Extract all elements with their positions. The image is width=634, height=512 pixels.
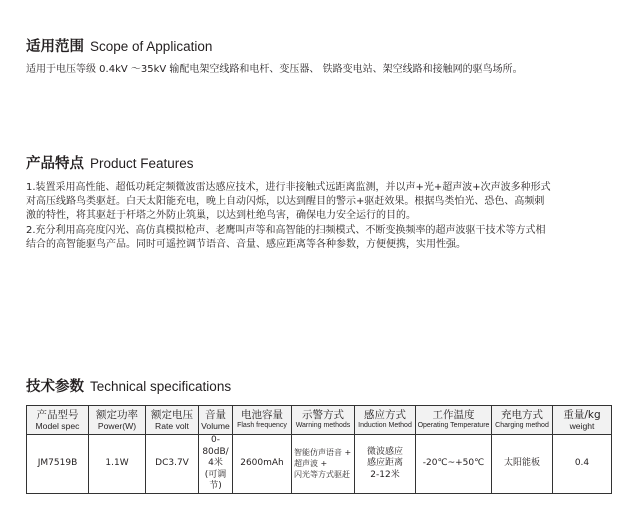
feature-line-4: 2.充分利用高亮度闪光、高仿真模拟枪声、老鹰叫声等和高智能的扫频模式、不断变换频率的超声波驱干技术等方式相 bbox=[26, 224, 546, 236]
specs-title-cn: 技术参数 bbox=[26, 379, 84, 395]
features-text bbox=[26, 181, 616, 252]
header-temperature: 工作温度 Operating Temperature bbox=[416, 406, 492, 435]
header-voltage: 额定电压 Rate volt bbox=[146, 406, 199, 435]
feature-line-1: 1.装置采用高性能、超低功耗定频微波雷达感应技术，进行非接触式远距离监测，并以声+光+超声波+次声波多种形式 bbox=[26, 182, 551, 193]
scope-text-line: 适用于电压等级 0.4kV ～35kV 输配电架空线路和电杆、变压器、 铁路变电站、架空线路和接触网的驱鸟场所。 bbox=[26, 64, 523, 75]
header-battery: 电池容量 Flash frequency bbox=[233, 406, 292, 435]
header-model: 产品型号 Model spec bbox=[27, 406, 89, 435]
feature-line-5: 结合的高智能驱鸟产品。同时可遥控调节语音、音量、感应距离等各种参数，方便便携，实用性强。 bbox=[26, 238, 466, 250]
cell-power: 1.1W bbox=[89, 435, 146, 494]
specs-title bbox=[26, 375, 231, 396]
spec-table bbox=[26, 405, 612, 494]
cell-induction: 微波感应 感应距离 2-12米 bbox=[355, 435, 416, 494]
feature-line-2: 对高压线路鸟类驱赶。白天太阳能充电，晚上自动闪烁，以达到醒目的警示+驱赶效果。根据鸟类怕光、恐色、高频刺 bbox=[26, 196, 545, 208]
cell-battery: 2600mAh bbox=[233, 435, 292, 494]
spec-data-row bbox=[27, 435, 612, 494]
cell-volume: 0-80dB/ 4米 (可调节) bbox=[199, 435, 233, 494]
specs-title-en: Technical specifications bbox=[90, 379, 232, 394]
header-weight: 重量/kg weight bbox=[553, 406, 612, 435]
cell-weight: 0.4 bbox=[553, 435, 612, 494]
scope-title-cn: 适用范围 bbox=[26, 39, 84, 55]
header-charging: 充电方式 Charging method bbox=[492, 406, 553, 435]
header-volume: 音量 Volume bbox=[199, 406, 233, 435]
spec-header-row bbox=[27, 406, 612, 435]
cell-temperature: -20℃~+50℃ bbox=[416, 435, 492, 494]
scope-text bbox=[26, 63, 616, 77]
header-warning: 示警方式 Warning methods bbox=[292, 406, 355, 435]
features-title bbox=[26, 152, 194, 173]
cell-warning: 智能仿声语音 + 超声波 + 闪光等方式驱赶 bbox=[292, 435, 355, 494]
scope-title bbox=[26, 35, 212, 56]
cell-charging: 太阳能板 bbox=[492, 435, 553, 494]
feature-line-3: 激的特性，将其驱赶于杆塔之外防止筑巢，以达到杜绝鸟害，确保电力安全运行的目的。 bbox=[26, 210, 416, 222]
header-induction: 感应方式 Induction Method bbox=[355, 406, 416, 435]
cell-model: JM7519B bbox=[27, 435, 89, 494]
header-power: 额定功率 Power(W) bbox=[89, 406, 146, 435]
features-title-cn: 产品特点 bbox=[26, 156, 84, 172]
features-title-en: Product Features bbox=[90, 156, 194, 171]
cell-voltage: DC3.7V bbox=[146, 435, 199, 494]
scope-title-en: Scope of Application bbox=[90, 39, 213, 54]
